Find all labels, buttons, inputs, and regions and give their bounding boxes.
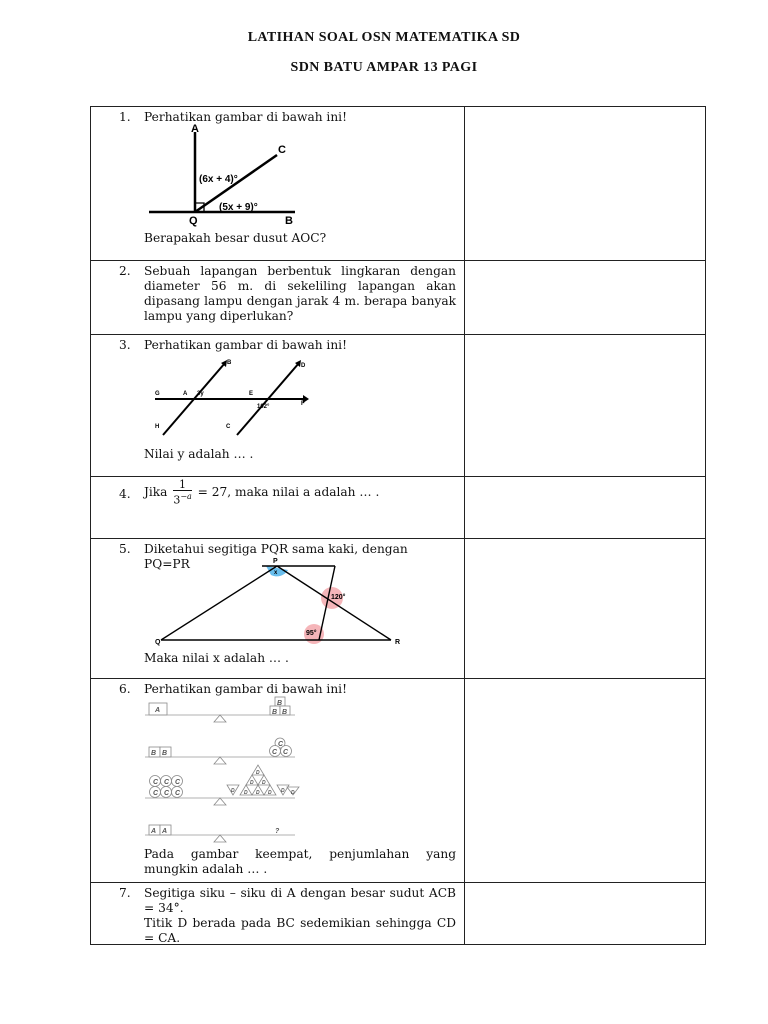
triangle-d-label: D [244,790,248,796]
question-number: 7. [119,886,131,900]
question-prompt: Diketahui segitiga PQR sama kaki, dengan PQ=PR [144,542,408,571]
question-prompt [144,886,456,946]
denominator-base: 3 [173,493,181,507]
block-b-label: B [277,700,283,707]
point-h-label: H [155,424,160,430]
denominator-exponent: −a [180,492,192,501]
question-number: 5. [119,542,131,556]
triangle-d-label: D [281,788,285,794]
fraction-denominator [173,491,191,506]
document-title: LATIHAN SOAL OSN MATEMATIKA SD [247,30,521,45]
answer-cell-6 [465,679,706,883]
question-cell-3 [91,335,465,477]
point-a-label: A [183,391,188,397]
block-b-label: B [282,709,288,716]
question-row-3 [91,335,706,477]
isosceles-triangle-diagram [155,556,405,646]
angle-x-label: x [274,570,278,576]
question-cell-1 [91,107,465,261]
question-line-2: Titik D berada pada BC sedemikian sehingga CD = CA. [144,916,456,945]
questions-table [90,106,706,945]
circle-c-label: C [272,749,278,756]
answer-cell-5 [465,539,706,679]
question-number: 4. [119,487,131,501]
question-row-5 [91,539,706,679]
question-row-1 [91,107,706,261]
circle-c-label: C [175,790,181,797]
parallel-lines-diagram [153,357,309,437]
school-name: SDN BATU AMPAR 13 PAGI [290,60,478,75]
fraction-numerator: 1 [173,479,191,491]
question-prompt: Perhatikan gambar di bawah ini! [144,338,347,352]
question-equation [144,479,456,506]
question-row-6 [91,679,706,883]
question-number: 6. [119,682,131,696]
answer-cell-2 [465,261,706,335]
point-q-label: Q [155,639,161,646]
point-d-label: D [301,363,306,369]
block-b-label: B [162,750,168,757]
triangle-d-label: D [262,780,266,786]
point-a-label: A [191,123,199,135]
answer-cell-4 [465,477,706,539]
triangle-d-label: D [291,790,295,796]
angle-aqc-label: (6x + 4)° [199,174,238,185]
block-a-label: A [162,828,168,835]
question-ask: Nilai y adalah … . [144,447,254,461]
block-a-label: A [155,707,161,714]
question-cell-7 [91,883,465,945]
angle-3y-label: 3y [197,391,204,397]
point-c-label: C [278,144,286,156]
question-cell-5 [91,539,465,679]
circle-c-label: C [164,790,170,797]
answer-cell-1 [465,107,706,261]
circle-c-label: C [153,779,159,786]
question-row-2 [91,261,706,335]
question-prompt: Perhatikan gambar di bawah ini! [144,682,347,696]
angle-95-label: 95° [306,630,317,637]
answer-cell-3 [465,335,706,477]
answer-cell-7 [465,883,706,945]
block-b-label: B [151,750,157,757]
block-a-label: A [151,828,157,835]
block-b-label: B [272,709,278,716]
question-prompt: Perhatikan gambar di bawah ini! [144,110,347,124]
angle-diagram-aoc [147,123,297,227]
question-ask: Pada gambar keempat, penjumlahan yang mungkin adalah … . [144,847,456,876]
balance-scales-diagram [145,695,305,845]
point-f-label: F [301,401,305,407]
angle-120-label: 120° [331,594,346,601]
angle-cqb-label: (5x + 9)° [219,202,258,213]
question-number: 2. [119,264,131,278]
question-cell-6 [91,679,465,883]
equation-suffix: = 27, maka nilai a adalah … . [197,484,380,499]
point-p-label: P [273,558,278,565]
question-ask: Maka nilai x adalah … . [144,651,289,665]
question-ask: Berapakah besar dusut AOC? [144,231,327,245]
point-q-label: Q [189,215,198,227]
triangle-d-label: D [256,770,260,776]
point-b-label: B [285,215,293,227]
point-c-label: C [226,424,231,430]
question-row-4 [91,477,706,539]
circle-c-label: C [278,741,284,748]
question-prompt: Sebuah lapangan berbentuk lingkaran dengan diameter 56 m. di sekeliling lapangan akan dipasang lampu dengan jarak 4 m. berapa banyak lampu yang diperlukan? [144,264,456,323]
question-number: 1. [119,110,131,124]
point-r-label: R [395,639,401,646]
circle-c-label: C [283,749,289,756]
circle-c-label: C [153,790,159,797]
question-line-1: Segitiga siku – siku di A dengan besar sudut ACB = 34°. [144,886,456,915]
question-number: 3. [119,338,131,352]
circle-c-label: C [175,779,181,786]
point-e-label: E [249,391,254,397]
question-cell-2 [91,261,465,335]
angle-102-label: 102° [257,404,270,410]
circle-c-label: C [164,779,170,786]
unknown-label: ? [275,828,280,835]
triangle-d-label: D [231,788,235,794]
question-row-7 [91,883,706,945]
equation-prefix: Jika [144,484,168,499]
point-b-label: B [227,360,232,366]
triangle-d-label: D [268,790,272,796]
question-cell-4 [91,477,465,539]
triangle-d-label: D [250,780,254,786]
fraction [173,479,191,506]
triangle-d-label: D [256,790,260,796]
point-g-label: G [155,391,160,397]
